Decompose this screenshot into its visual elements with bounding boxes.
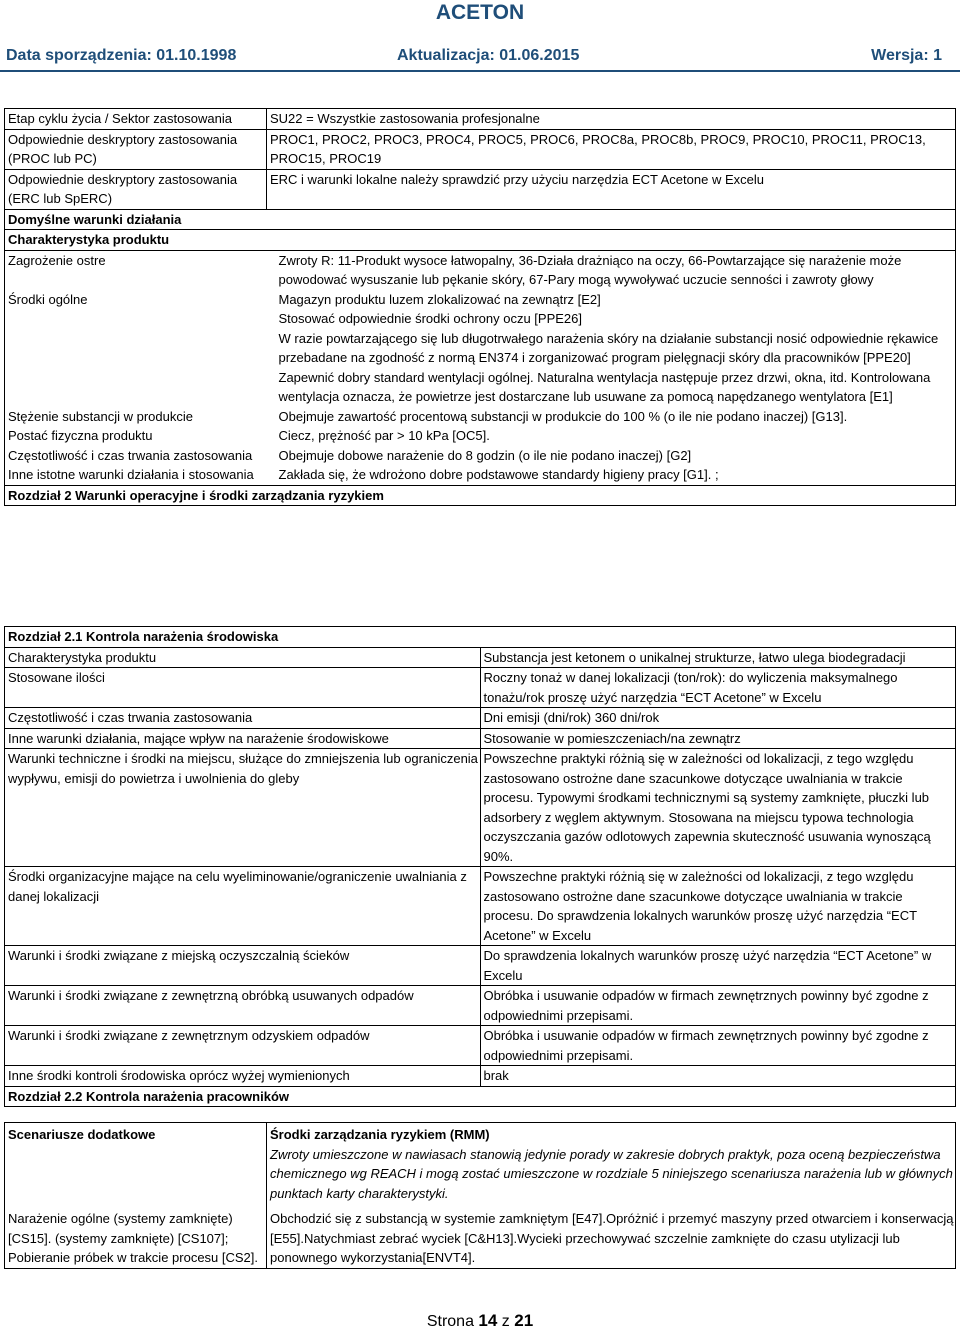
- header-meta: [6, 44, 942, 68]
- updated-date: Aktualizacja: 01.06.2015: [397, 47, 580, 64]
- table-row: [5, 209, 956, 230]
- row-label: Warunki i środki związane z miejską oczyszczalnią ścieków: [5, 946, 481, 986]
- table-row: [5, 129, 956, 169]
- table-row: [5, 485, 956, 506]
- created-date: Data sporządzenia: 01.10.1998: [6, 47, 237, 64]
- worker-exposure-table: [4, 1122, 956, 1269]
- row-value: Powszechne praktyki różnią się w zależności od lokalizacji, z tego względu zastosowano ostrożne dane szacunkowe dotyczące uwalniania w trakcie procesu. Typowymi środkami technicznymi są systemy zamknięte, płuczki lub adsorbery z węglem aktywnym. Stosowana na miejscu typowa technologia oczyszczania gazów odlotowych zapewnia skuteczność usuwania wynoszącą 90%.: [480, 749, 956, 867]
- table-row: [5, 647, 956, 668]
- table-row: [5, 465, 956, 485]
- table-row: [5, 867, 956, 946]
- table-row: [5, 446, 956, 466]
- rmm-cell: [267, 1123, 956, 1204]
- scenario-cell: Narażenie ogólne (systemy zamknięte) [CS15]. (systemy zamknięte) [CS107]; Pobieranie próbek w trakcie procesu [CS2].: [5, 1203, 267, 1268]
- row-label: Częstotliwość i czas trwania zastosowania: [5, 708, 481, 729]
- row-value: PROC1, PROC2, PROC3, PROC4, PROC5, PROC6, PROC8a, PROC8b, PROC9, PROC10, PROC11, PROC13, PROC15, PROC19: [267, 129, 956, 169]
- table-row: [5, 1066, 956, 1087]
- table-row: [5, 946, 956, 986]
- row-value: Dni emisji (dni/rok) 360 dni/rok: [480, 708, 956, 729]
- row-label: Środki ogólne: [5, 290, 267, 407]
- table-row: [5, 230, 956, 251]
- row-value: Obejmuje zawartość procentową substancji w produkcie do 100 % (o ile nie podano inaczej) [G13].: [267, 407, 956, 427]
- row-label: Odpowiednie deskryptory zastosowania (PROC lub PC): [5, 129, 267, 169]
- column-header-rmm: Środki zarządzania ryzykiem (RMM): [270, 1127, 490, 1142]
- page-number: 14: [478, 1311, 498, 1330]
- document-title: ACETON: [435, 1, 525, 24]
- section-heading: Rozdział 2.1 Kontrola narażenia środowiska: [5, 627, 956, 648]
- row-value: Substancja jest ketonem o unikalnej strukturze, łatwo ulega biodegradacji: [480, 647, 956, 668]
- table-row: [5, 1203, 956, 1268]
- measure-line: W razie powtarzającego się lub długotrwałego narażenia skóry na działanie substancji nosić odpowiednie rękawice przebadane na zgodność z normą EN374 i zorganizować program pielęgnacji skóry dla pracowników [PPE20]: [278, 330, 939, 365]
- section-heading: Domyślne warunki działania: [5, 209, 267, 230]
- measures-cell: Obchodzić się z substancją w systemie zamkniętym [E47].Opróżnić i przemyć maszyny przed otwarciem i konserwacją [E55].Natychmiast zebrać wyciek [C&H13].Wycieki przechowywać szczelnie zamknięte do czasu utylizacji lub ponownego wykorzystania[ENVT4].: [267, 1203, 956, 1268]
- row-value: Do sprawdzenia lokalnych warunków proszę użyć narzędzia “ECT Acetone” w Excelu: [480, 946, 956, 986]
- row-value: [267, 230, 956, 251]
- table-row: [5, 109, 956, 130]
- table-row: [5, 169, 956, 209]
- row-value: Zwroty R: 11-Produkt wysoce łatwopalny, 36-Działa drażniąco na oczy, 66-Powtarzające się narażenie może powodować wysuszanie lub pękanie skóry, 67-Pary mogą wywoływać uczucie senności i zawroty głowy: [267, 250, 956, 290]
- table-row: [5, 407, 956, 427]
- table-row: [5, 986, 956, 1026]
- header-rule: [0, 70, 960, 72]
- page-of: z: [501, 1313, 510, 1330]
- table-row: [5, 627, 956, 648]
- page-header: [0, 0, 960, 74]
- table-row: [5, 250, 956, 290]
- row-value: Ciecz, prężność par > 10 kPa [OC5].: [267, 426, 956, 446]
- row-value: [267, 209, 956, 230]
- row-label: Zagrożenie ostre: [5, 250, 267, 290]
- column-header-scenarios: Scenariusze dodatkowe: [5, 1123, 267, 1204]
- row-value: Zakłada się, że wdrożono dobre podstawowe standardy higieny pracy [G1]. ;: [267, 465, 956, 485]
- measure-line: Stosować odpowiednie środki ochrony oczu [PPE26]: [278, 311, 583, 326]
- row-label: Charakterystyka produktu: [5, 647, 481, 668]
- row-label: Środki organizacyjne mające na celu wyeliminowanie/ograniczenie uwalniania z danej lokalizacji: [5, 867, 481, 946]
- row-value: Obróbka i usuwanie odpadów w firmach zewnętrznych powinny być zgodne z odpowiednimi przepisami.: [480, 1026, 956, 1066]
- table-row: [5, 1123, 956, 1204]
- row-label: Etap cyklu życia / Sektor zastosowania: [5, 109, 267, 130]
- table-row: [5, 426, 956, 446]
- row-label: Warunki i środki związane z zewnętrznym odzyskiem odpadów: [5, 1026, 481, 1066]
- row-value: Powszechne praktyki różnią się w zależności od lokalizacji, z tego względu zastosowano ostrożne dane szacunkowe dotyczące uwalniania w trakcie procesu. Do sprawdzenia lokalnych warunków proszę użyć narzędzia “ECT Acetone” w Excelu: [480, 867, 956, 946]
- row-value: SU22 = Wszystkie zastosowania profesjonalne: [267, 109, 956, 130]
- row-value: [267, 290, 956, 407]
- row-label: Odpowiednie deskryptory zastosowania (ERC lub SpERC): [5, 169, 267, 209]
- page-label: Strona: [426, 1313, 474, 1330]
- row-value: Roczny tonaż w danej lokalizacji (ton/rok): do wyliczenia maksymalnego tonażu/rok proszę użyć narzędzia “ECT Acetone” w Excelu: [480, 668, 956, 708]
- section-heading: Rozdział 2.2 Kontrola narażenia pracowników: [5, 1086, 956, 1107]
- section-heading: Rozdział 2 Warunki operacyjne i środki zarządzania ryzykiem: [5, 485, 956, 506]
- row-label: Stężenie substancji w produkcie: [5, 407, 267, 427]
- row-value: brak: [480, 1066, 956, 1087]
- row-label: Inne warunki działania, mające wpływ na narażenie środowiskowe: [5, 728, 481, 749]
- row-label: Postać fizyczna produktu: [5, 426, 267, 446]
- table-row: [5, 728, 956, 749]
- table-row: [5, 290, 956, 407]
- version: Wersja: 1: [871, 47, 942, 64]
- row-value: Obejmuje dobowe narażenie do 8 godzin (o ile nie podano inaczej) [G2]: [267, 446, 956, 466]
- row-label: Warunki i środki związane z zewnętrzną obróbką usuwanych odpadów: [5, 986, 481, 1026]
- row-value: ERC i warunki lokalne należy sprawdzić przy użyciu narzędzia ECT Acetone w Excelu: [267, 169, 956, 209]
- table-row: [5, 708, 956, 729]
- row-label: Stosowane ilości: [5, 668, 481, 708]
- table-row: [5, 1026, 956, 1066]
- measure-line: Zapewnić dobry standard wentylacji ogólnej. Naturalna wentylacja następuje przez drzwi, okna, itd. Kontrolowana wentylacja oznacza, że powietrze jest dostarczane lub usuwane za pomocą napędzanego wentylatora [E1]: [278, 369, 931, 404]
- table-row: [5, 749, 956, 867]
- row-value: Obróbka i usuwanie odpadów w firmach zewnętrznych powinny być zgodne z odpowiednimi przepisami.: [480, 986, 956, 1026]
- measure-line: Magazyn produktu luzem zlokalizować na zewnątrz [E2]: [278, 291, 601, 307]
- environment-exposure-table: [4, 626, 956, 1107]
- exposure-scenario-table: [4, 108, 956, 506]
- row-label: Inne środki kontroli środowiska oprócz wyżej wymienionych: [5, 1066, 481, 1087]
- rmm-note: Zwroty umieszczone w nawiasach stanowią jedynie porady w zakresie dobrych praktyk, poza oceną bezpieczeństwa chemicznego wg REACH i mogą zostać umieszczone w rozdziale 5 niniejszego scenariusza narażenia lub w głównych punktach karty charakterystyki.: [270, 1146, 953, 1201]
- row-value: Stosowanie w pomieszczeniach/na zewnątrz: [480, 728, 956, 749]
- table-row: [5, 1086, 956, 1107]
- table-row: [5, 668, 956, 708]
- row-label: Częstotliwość i czas trwania zastosowania: [5, 446, 267, 466]
- row-label: Inne istotne warunki działania i stosowania: [5, 465, 267, 485]
- row-label: Warunki techniczne i środki na miejscu, służące do zmniejszenia lub ograniczenia wypływu, emisji do powietrza i uwolnienia do gleby: [5, 749, 481, 867]
- section-heading: Charakterystyka produktu: [5, 230, 267, 251]
- page-total: 21: [514, 1311, 534, 1330]
